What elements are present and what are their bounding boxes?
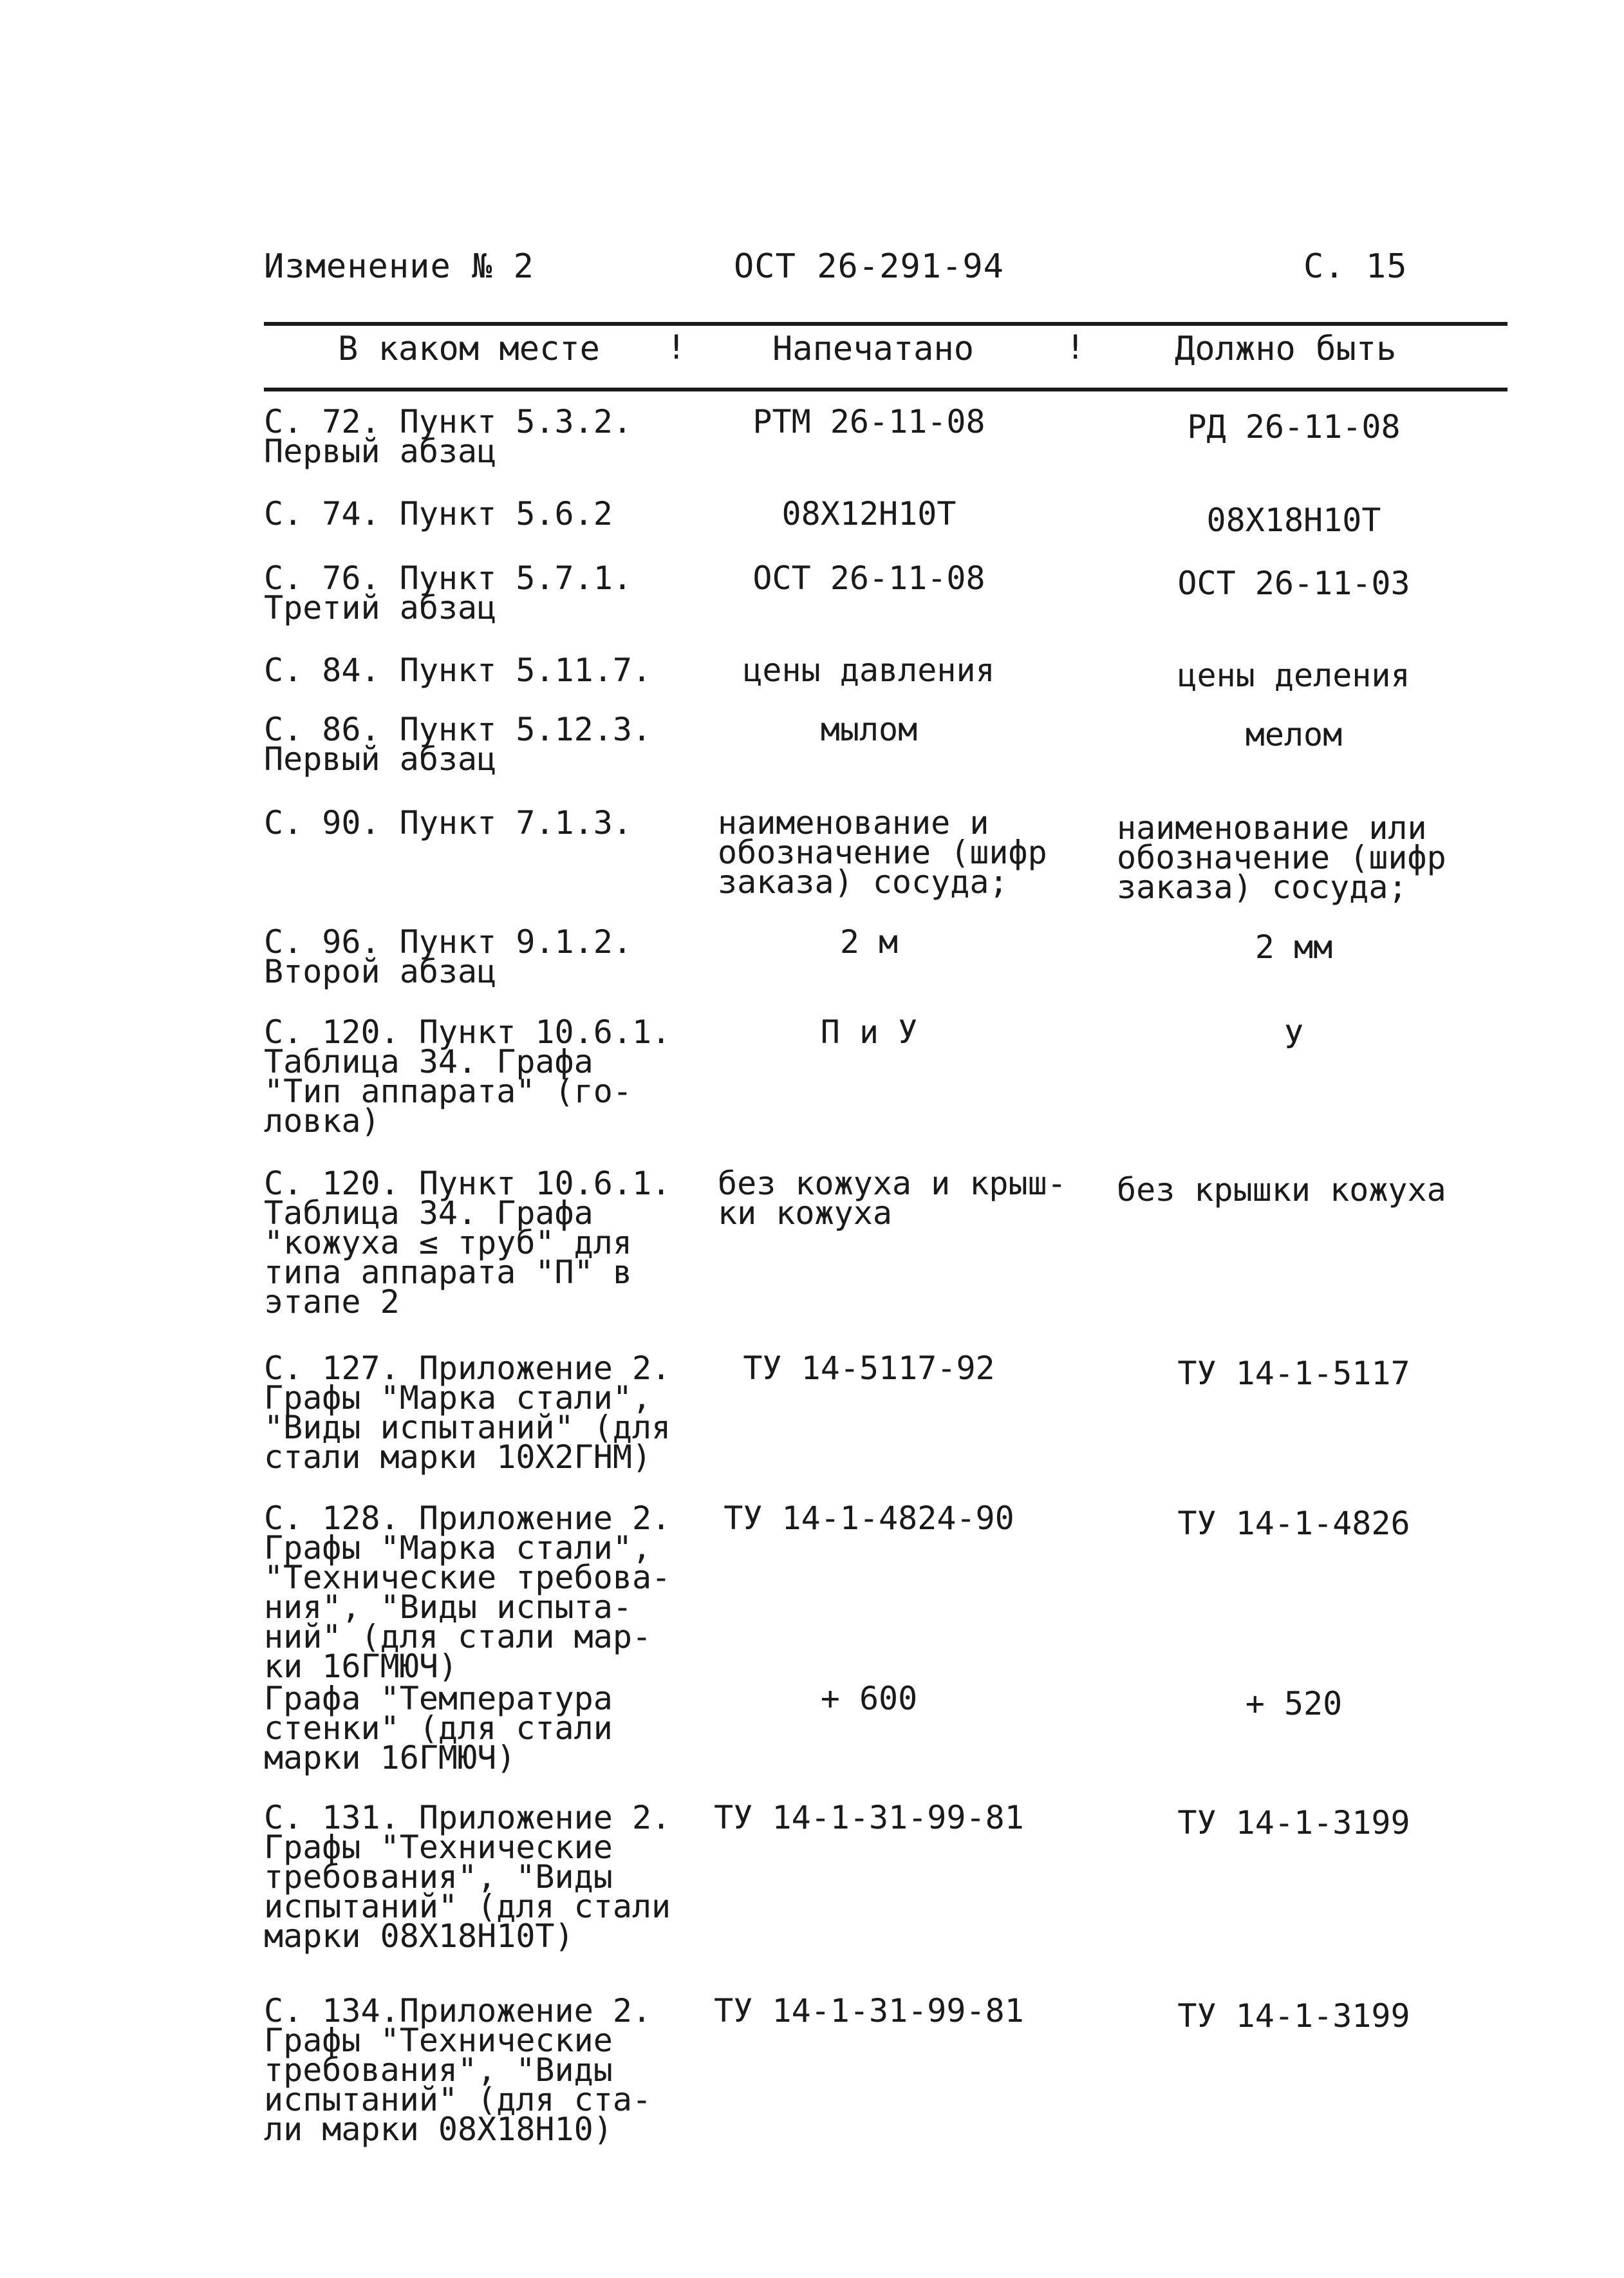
column-header-should-be: Должно быть bbox=[1175, 330, 1397, 368]
header-bottom-rule bbox=[264, 388, 1507, 391]
cell-where: С. 90. Пункт 7.1.3. bbox=[264, 804, 632, 842]
cell-should-be: цены деления bbox=[1177, 657, 1410, 694]
cell-printed: ТУ 14-5117-92 bbox=[743, 1350, 995, 1387]
cell-where: С. 134.Приложение 2. Графы "Технические требования", "Виды испытаний" (для ста- ли марки 08Х18Н10) bbox=[264, 1992, 652, 2148]
cell-printed: ОСТ 26-11-08 bbox=[752, 560, 985, 597]
change-number: Изменение № 2 bbox=[264, 247, 534, 286]
cell-printed: наименование и обозначение (шифр заказа) сосуда; bbox=[718, 804, 1047, 901]
cell-printed: ТУ 14-1-31-99-81 bbox=[714, 1799, 1024, 1836]
cell-should-be: + 520 bbox=[1245, 1685, 1343, 1722]
cell-should-be: мелом bbox=[1245, 716, 1343, 753]
cell-printed: П и У bbox=[820, 1013, 918, 1051]
column-separator: ! bbox=[1065, 328, 1086, 367]
cell-where: С. 128. Приложение 2. Графы "Марка стали", "Технические требова- ния", "Виды испыта- ний" (для стали мар- ки 16ГМЮЧ) bbox=[264, 1500, 671, 1685]
cell-should-be: ТУ 14-1-3199 bbox=[1177, 1804, 1410, 1841]
document-code: ОСТ 26-291-94 bbox=[734, 247, 1004, 286]
cell-printed: 08Х12Н10Т bbox=[781, 495, 957, 532]
cell-should-be: ТУ 14-1-3199 bbox=[1177, 1997, 1410, 2035]
column-separator: ! bbox=[666, 328, 687, 367]
cell-should-be: 2 мм bbox=[1255, 928, 1333, 966]
cell-printed: цены давления bbox=[743, 652, 995, 689]
cell-where: С. 127. Приложение 2. Графы "Марка стали", "Виды испытаний" (для стали марки 10Х2ГНМ) bbox=[264, 1350, 671, 1476]
cell-where: Графа "Температура стенки" (для стали марки 16ГМЮЧ) bbox=[264, 1680, 613, 1776]
page-number: С. 15 bbox=[1303, 247, 1408, 286]
cell-should-be: У bbox=[1283, 1019, 1304, 1056]
column-header-where: В каком месте bbox=[338, 330, 600, 368]
cell-should-be: ОСТ 26-11-03 bbox=[1177, 565, 1410, 602]
cell-should-be: ТУ 14-1-4826 bbox=[1177, 1505, 1410, 1542]
cell-printed: без кожуха и крыш- ки кожуха bbox=[718, 1165, 1067, 1232]
cell-where: С. 131. Приложение 2. Графы "Технические требования", "Виды испытаний" (для стали марки 08Х18Н10Т) bbox=[264, 1799, 671, 1955]
cell-where: С. 84. Пункт 5.11.7. bbox=[264, 652, 652, 689]
cell-where: С. 86. Пункт 5.12.3. Первый абзац bbox=[264, 711, 652, 778]
cell-where: С. 74. Пункт 5.6.2 bbox=[264, 495, 613, 532]
cell-printed: ТУ 14-1-31-99-81 bbox=[714, 1992, 1024, 2029]
cell-printed: мылом bbox=[820, 711, 918, 748]
cell-where: С. 96. Пункт 9.1.2. Второй абзац bbox=[264, 923, 632, 990]
cell-where: С. 76. Пункт 5.7.1. Третий абзац bbox=[264, 560, 632, 626]
cell-should-be: ТУ 14-1-5117 bbox=[1177, 1355, 1410, 1392]
cell-should-be: 08Х18Н10Т bbox=[1206, 502, 1381, 539]
cell-printed: ТУ 14-1-4824-90 bbox=[723, 1500, 1014, 1537]
cell-printed: + 600 bbox=[820, 1680, 918, 1717]
cell-where: С. 72. Пункт 5.3.2. Первый абзац bbox=[264, 403, 632, 470]
header-top-rule bbox=[264, 322, 1507, 326]
cell-should-be: наименование или обозначение (шифр заказа) сосуда; bbox=[1117, 809, 1446, 906]
cell-where: С. 120. Пункт 10.6.1. Таблица 34. Графа "Тип аппарата" (го- ловка) bbox=[264, 1013, 671, 1140]
cell-printed: РТМ 26-11-08 bbox=[752, 403, 985, 440]
cell-should-be: без крышки кожуха bbox=[1117, 1171, 1446, 1209]
cell-should-be: РД 26-11-08 bbox=[1187, 408, 1401, 446]
cell-where: С. 120. Пункт 10.6.1. Таблица 34. Графа "кожуха ≤ труб" для типа аппарата "П" в этапе 2 bbox=[264, 1165, 671, 1321]
column-header-printed: Напечатано bbox=[772, 330, 975, 368]
cell-printed: 2 м bbox=[839, 923, 899, 961]
